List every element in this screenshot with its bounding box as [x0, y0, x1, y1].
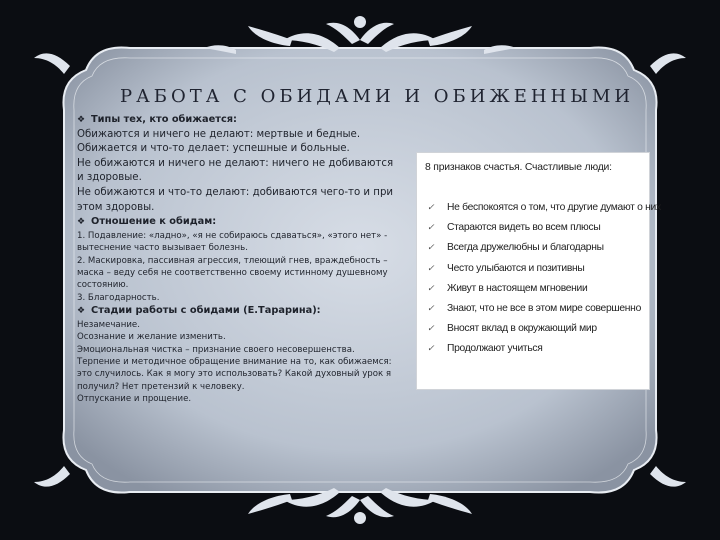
- section-heading: [77, 113, 395, 128]
- list-item: [427, 263, 649, 283]
- text-line: [77, 142, 395, 157]
- text-content: Не обижаются и ничего не делают: ничего не добиваются и здоровые.: [77, 157, 394, 184]
- text-line: [77, 255, 395, 292]
- text-content: 1. Подавление: «ладно», «я не собираюсь сдаваться», «этого нет» - вытеснение часто вызывает болезнь.: [77, 230, 388, 254]
- main-text: [77, 113, 395, 406]
- text-content: Осознание и желание изменить.: [77, 332, 226, 343]
- list-item-label: Продолжают учиться: [447, 343, 543, 355]
- diamond-bullet-icon: ❖: [77, 217, 86, 228]
- slide-title: РАБОТА С ОБИДАМИ И ОБИЖЕННЫМИ: [120, 86, 635, 107]
- check-icon: ✓: [427, 202, 435, 212]
- text-content: Эмоциональная чистка – признание своего несовершенства.: [77, 344, 355, 355]
- list-item-label: Всегда дружелюбны и благодарны: [447, 242, 604, 254]
- list-item-label: Вносят вклад в окружающий мир: [447, 323, 597, 335]
- check-icon: ✓: [427, 222, 435, 233]
- text-line: [77, 157, 395, 186]
- diamond-bullet-icon: ❖: [77, 115, 86, 125]
- text-line: [77, 344, 395, 356]
- check-icon: ✓: [427, 262, 435, 273]
- check-icon: ✓: [427, 242, 435, 253]
- list-item: [427, 222, 649, 242]
- text-content: Не обижаются и что-то делают: добиваются чего-то и при этом здоровы.: [77, 186, 394, 213]
- card-heading: 8 признаков счастья. Счастливые люди:: [425, 162, 612, 173]
- list-item-label: Стараются видеть во всем плюсы: [447, 222, 601, 234]
- list-item: [427, 343, 649, 363]
- text-content: Типы тех, кто обижается:: [91, 114, 237, 125]
- check-icon: ✓: [427, 343, 435, 354]
- list-item: [427, 242, 649, 262]
- text-line: [77, 292, 395, 304]
- text-content: Отпускание и прощение.: [77, 394, 192, 405]
- list-item-label: Често улыбаются и позитивны: [447, 262, 585, 274]
- text-content: 3. Благодарность.: [77, 292, 160, 303]
- list-item: [427, 303, 649, 323]
- text-line: [77, 356, 395, 393]
- bottom-ornament-icon: [248, 488, 472, 524]
- section-heading: [77, 215, 395, 230]
- list-item: [427, 202, 661, 222]
- text-line: [77, 319, 395, 331]
- section-heading: [77, 304, 395, 319]
- text-content: Обижается и что-то делает: успешные и больные.: [77, 143, 350, 155]
- check-icon: ✓: [427, 282, 435, 293]
- text-line: [77, 331, 395, 343]
- text-content: Обижаются и ничего не делают: мертвые и бедные.: [77, 128, 361, 140]
- text-content: Отношение к обидам:: [91, 216, 217, 228]
- check-icon: ✓: [427, 323, 435, 334]
- text-line: [77, 393, 395, 405]
- text-line: [77, 230, 395, 255]
- list-item: [427, 283, 649, 303]
- check-icon: ✓: [427, 302, 435, 313]
- diamond-bullet-icon: ❖: [77, 306, 86, 317]
- list-item-label: Живут в настоящем мгновении: [447, 282, 588, 294]
- text-content: 2. Маскировка, пассивная агрессия, тлеющий гнев, враждебность – маска – веду себя не соответственно своему истинному душевному состоянию.: [77, 255, 388, 291]
- text-content: Незамечание.: [77, 319, 140, 330]
- list-item-label: Не беспокоятся о том, что другие думают о них: [447, 202, 661, 213]
- list-item-label: Знают, что не все в этом мире совершенно: [447, 302, 641, 314]
- list-item: [427, 323, 649, 343]
- text-line: [77, 186, 395, 215]
- happiness-card: [416, 152, 661, 390]
- text-content: Терпение и методичное обращение внимание на то, как обижаемся: это случилось. Как я могу это использовать? Какой духовный урок я получил? Нет претензий к человеку.: [77, 357, 392, 392]
- text-content: Стадии работы с обидами (Е.Тарарина):: [91, 305, 321, 317]
- text-line: [77, 128, 395, 143]
- card-list: [427, 202, 661, 364]
